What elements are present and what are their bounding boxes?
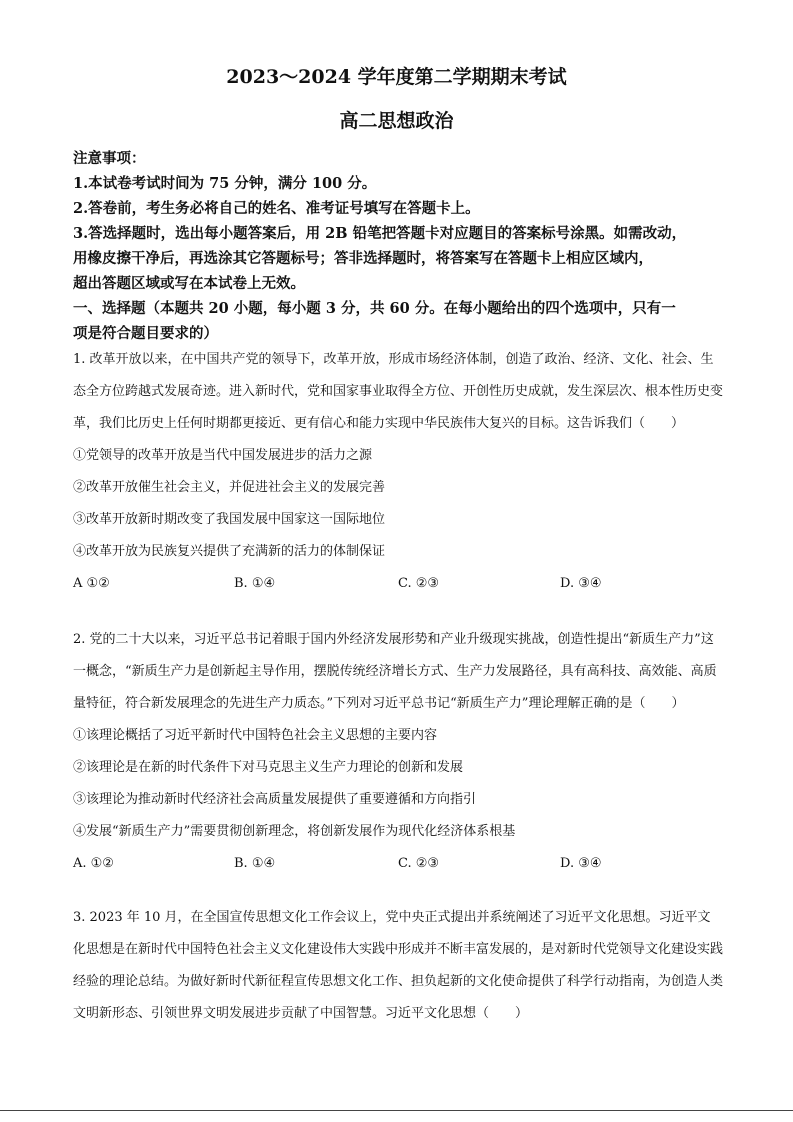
question-option: ③改革开放新时期改变了我国发展中国家这一国际地位 — [73, 512, 386, 527]
choice-c: C. ②③ — [398, 856, 440, 871]
question-option: ②该理论是在新的时代条件下对马克思主义生产力理论的创新和发展 — [73, 760, 464, 775]
notes-line: 用橡皮擦干净后，再选涂其它答题标号；答非选择题时，将答案写在答题卡上相应区域内， — [73, 250, 653, 267]
exam-title: 2023～2024 学年度第二学期期末考试 — [226, 66, 567, 88]
notes-heading: 注意事项： — [73, 150, 146, 167]
question-option: ②改革开放催生社会主义，并促进社会主义的发展完善 — [73, 480, 386, 495]
page-bottom-rule — [0, 1110, 793, 1111]
section-heading-line2: 项是符合题目要求的） — [73, 325, 218, 342]
question-option: ④改革开放为民族复兴提供了充满新的活力的体制保证 — [73, 544, 386, 559]
question-option: ①党领导的改革开放是当代中国发展进步的活力之源 — [73, 448, 373, 463]
choice-d: D. ③④ — [560, 856, 602, 871]
question-option: ①该理论概括了习近平新时代中国特色社会主义思想的主要内容 — [73, 728, 438, 743]
question-stem: 2. 党的二十大以来，习近平总书记着眼于国内外经济发展形势和产业升级现实挑战，创造性提出“新质生产力”这一概念，“新质生产力是创新起主导作用，摆脱传统经济增长方式、生产力发展路径，具有高科技、高效能、高质量特征，符合新发展理念的先进生产力质态。”下列对习近平总书记“新质生产力”理论理解正确的是（ ） — [73, 632, 717, 711]
choice-a: A ①② — [73, 576, 110, 591]
answer-choices — [73, 568, 723, 596]
notes-line: 2.答卷前，考生务必将自己的姓名、准考证号填写在答题卡上。 — [73, 200, 480, 217]
answer-choices — [73, 848, 723, 876]
question-2 — [73, 624, 723, 876]
question-stem: 1. 改革开放以来，在中国共产党的领导下，改革开放，形成市场经济体制，创造了政治、经济、文化、社会、生态全方位跨越式发展奇迹。进入新时代，党和国家事业取得全方位、开创性历史成就，发生深层次、根本性历史变革，我们比历史上任何时期都更接近、更有信心和能力实现中华民族伟大复兴的目标。这告诉我们（ ） — [73, 352, 724, 431]
section-heading-line1: 一、选择题（本题共 20 小题，每小题 3 分，共 60 分。在每小题给出的四个选项中，只有一 — [73, 300, 676, 317]
choice-c: C. ②③ — [398, 576, 440, 591]
question-option: ③该理论为推动新时代经济社会高质量发展提供了重要遵循和方向指引 — [73, 792, 477, 807]
choice-d: D. ③④ — [560, 576, 602, 591]
notes-line: 3.答选择题时，选出每小题答案后，用 2B 铅笔把答题卡对应题目的答案标号涂黑。如需改动， — [73, 225, 687, 242]
question-1 — [73, 344, 723, 596]
notes-line: 1.本试卷考试时间为 75 分钟，满分 100 分。 — [73, 175, 377, 192]
exam-subject: 高二思想政治 — [339, 110, 454, 132]
question-3 — [73, 902, 723, 1030]
choice-b: B. ①④ — [234, 856, 276, 871]
question-stem: 3. 2023 年 10 月，在全国宣传思想文化工作会议上，党中央正式提出并系统阐述了习近平文化思想。习近平文化思想是在新时代中国特色社会主义文化建设伟大实践中形成并不断丰富发展的，是对新时代党领导文化建设实践经验的理论总结。为做好新时代新征程宣传思想文化工作、担负起新的文化使命提供了科学行动指南，为创造人类文明新形态、引领世界文明发展进步贡献了中国智慧。习近平文化思想（ ） — [73, 910, 724, 1021]
notes-block — [73, 146, 723, 346]
question-option: ④发展“新质生产力”需要贯彻创新理念，将创新发展作为现代化经济体系根基 — [73, 824, 516, 839]
choice-b: B. ①④ — [234, 576, 276, 591]
notes-line: 超出答题区域或写在本试卷上无效。 — [73, 275, 305, 292]
choice-a: A. ①② — [73, 856, 114, 871]
